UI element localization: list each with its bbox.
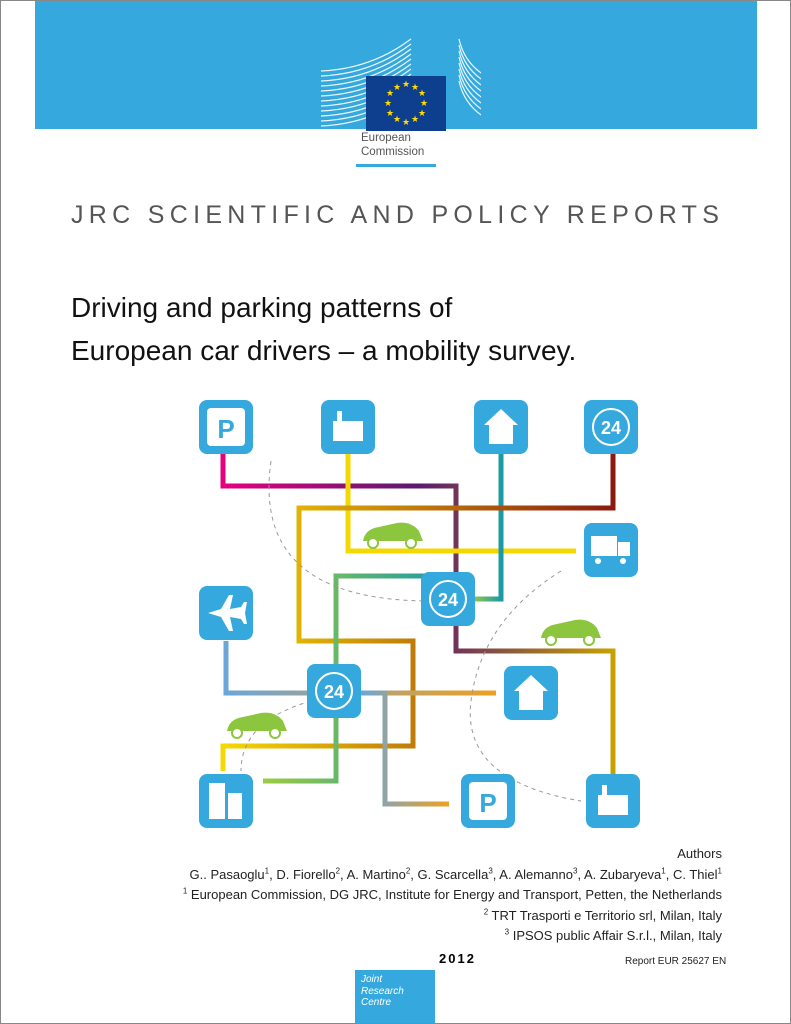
svg-text:★: ★ (383, 98, 393, 108)
aff-text: TRT Trasporti e Territorio srl, Milan, Italy (491, 907, 722, 923)
svg-text:★: ★ (392, 114, 402, 124)
report-series: JRC SCIENTIFIC AND POLICY REPORTS (71, 201, 725, 229)
jrc-line1: Joint (361, 974, 383, 985)
clock-label: 24 (600, 418, 622, 438)
author: G. Scarcella (417, 866, 489, 882)
aff-num: 3 (504, 927, 510, 937)
icon-tiles (199, 400, 640, 828)
svg-text:★: ★ (419, 98, 429, 108)
author: D. Fiorello (276, 866, 336, 882)
aff-num: 1 (182, 886, 188, 896)
logo-underline (356, 164, 436, 167)
house-icon (474, 400, 528, 454)
author-aff: 3 (573, 866, 578, 876)
aff-num: 2 (483, 907, 489, 917)
author-aff: 2 (405, 866, 411, 876)
house-icon (504, 666, 558, 720)
author-aff: 1 (717, 866, 722, 876)
jrc-logo (355, 970, 435, 1023)
author: A. Martino (346, 866, 406, 882)
affiliation (183, 906, 722, 927)
author-aff: 3 (488, 866, 493, 876)
office-building-icon (199, 774, 253, 828)
title-line1: Driving and parking patterns of (71, 292, 453, 323)
clock-label: 24 (323, 682, 345, 702)
org-line1: European (361, 132, 411, 144)
author: A. Alemanno (499, 866, 573, 882)
affiliation (183, 926, 722, 947)
svg-text:★: ★ (410, 82, 420, 92)
svg-text:★: ★ (417, 88, 427, 98)
author-aff: 1 (264, 866, 270, 876)
authors-block (183, 844, 722, 947)
author: C. Thiel (672, 866, 718, 882)
page-title (71, 286, 576, 372)
jrc-line2: Research (361, 985, 404, 997)
car-icon (363, 523, 423, 548)
parking-label: P (479, 788, 497, 818)
european-commission-label (361, 131, 424, 159)
svg-text:★: ★ (401, 117, 411, 127)
svg-text:★: ★ (392, 82, 402, 92)
clock-label: 24 (437, 590, 459, 610)
svg-text:★: ★ (385, 88, 395, 98)
parking-label: P (217, 414, 235, 444)
factory-icon (586, 774, 640, 828)
clock-24-icon (307, 664, 361, 718)
author: A. Zubaryeva (583, 866, 662, 882)
publication-year: 2012 (439, 951, 476, 966)
affiliation (183, 885, 722, 906)
truck-icon (584, 523, 638, 577)
aff-text: IPSOS public Affair S.r.l., Milan, Italy (512, 928, 722, 943)
title-line2: European car drivers – a mobility survey. (71, 335, 577, 366)
airplane-icon (199, 586, 253, 640)
parking-icon (461, 774, 515, 828)
org-line2: Commission (361, 146, 425, 158)
author-list: G.. Pasaoglu$^1$, D. Fiorello$^2$, A. Martino$^2$, G. Scarcella$^3$, A. Alemanno$^3$, A. Zubaryeva$^1$, C. Thiel$^1$ (189, 866, 722, 882)
report-number: Report EUR 25627 EN (625, 956, 727, 967)
svg-text:★: ★ (401, 79, 411, 89)
clock-24-icon (421, 572, 475, 626)
european-commission-logo (311, 31, 481, 133)
factory-icon (321, 400, 375, 454)
author: G.. Pasaoglu (189, 866, 265, 882)
aff-text: European Commission, DG JRC, Institute for Energy and Transport, Petten, the Netherlands (190, 887, 722, 902)
clock-24-icon (584, 400, 638, 454)
car-icon (541, 620, 601, 645)
svg-text:★: ★ (410, 114, 420, 124)
parking-icon (199, 400, 253, 454)
svg-text:★: ★ (385, 108, 395, 118)
author-aff: 2 (335, 866, 341, 876)
authors-label: Authors (677, 846, 722, 861)
car-icon (227, 713, 287, 738)
svg-text:★: ★ (417, 108, 427, 118)
jrc-line3: Centre (361, 997, 392, 1008)
author-aff: 1 (661, 866, 666, 876)
mobility-illustration (181, 386, 651, 846)
